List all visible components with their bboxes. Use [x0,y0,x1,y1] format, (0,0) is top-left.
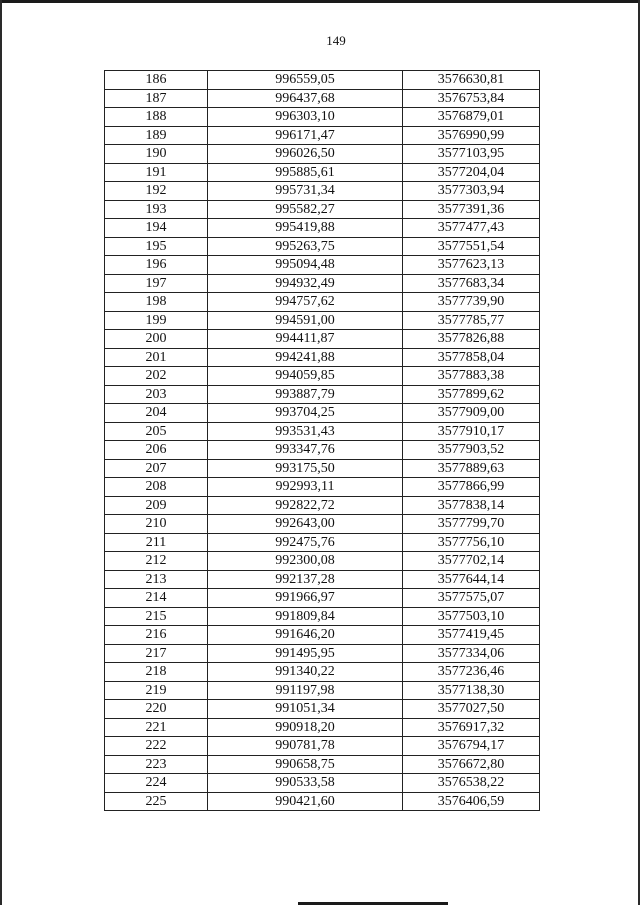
x-coordinate-cell: 993531,43 [208,422,403,441]
x-coordinate-cell: 995582,27 [208,200,403,219]
table-row [105,459,540,478]
table-row [105,737,540,756]
y-coordinate-cell: 3577551,54 [403,237,540,256]
point-number-cell: 221 [105,718,208,737]
table-row [105,496,540,515]
point-number-cell: 222 [105,737,208,756]
y-coordinate-cell: 3576406,59 [403,792,540,811]
x-coordinate-cell: 993175,50 [208,459,403,478]
y-coordinate-cell: 3577903,52 [403,441,540,460]
x-coordinate-cell: 995731,34 [208,182,403,201]
y-coordinate-cell: 3577644,14 [403,570,540,589]
y-coordinate-cell: 3577889,63 [403,459,540,478]
point-number-cell: 195 [105,237,208,256]
x-coordinate-cell: 996026,50 [208,145,403,164]
point-number-cell: 205 [105,422,208,441]
table-row [105,182,540,201]
x-coordinate-cell: 994059,85 [208,367,403,386]
table-row [105,348,540,367]
y-coordinate-cell: 3577883,38 [403,367,540,386]
y-coordinate-cell: 3577838,14 [403,496,540,515]
point-number-cell: 190 [105,145,208,164]
x-coordinate-cell: 990918,20 [208,718,403,737]
x-coordinate-cell: 992300,08 [208,552,403,571]
table-row [105,681,540,700]
point-number-cell: 187 [105,89,208,108]
point-number-cell: 188 [105,108,208,127]
y-coordinate-cell: 3577027,50 [403,700,540,719]
table-row [105,330,540,349]
y-coordinate-cell: 3577909,00 [403,404,540,423]
point-number-cell: 213 [105,570,208,589]
x-coordinate-cell: 993887,79 [208,385,403,404]
table-row [105,663,540,682]
table-row [105,293,540,312]
point-number-cell: 212 [105,552,208,571]
table-row [105,626,540,645]
point-number-cell: 215 [105,607,208,626]
y-coordinate-cell: 3576990,99 [403,126,540,145]
table-row [105,478,540,497]
y-coordinate-cell: 3576917,32 [403,718,540,737]
x-coordinate-cell: 992643,00 [208,515,403,534]
table-row [105,311,540,330]
x-coordinate-cell: 991646,20 [208,626,403,645]
table-row [105,163,540,182]
table-row [105,515,540,534]
x-coordinate-cell: 996437,68 [208,89,403,108]
x-coordinate-cell: 991340,22 [208,663,403,682]
point-number-cell: 204 [105,404,208,423]
table-row [105,700,540,719]
x-coordinate-cell: 995419,88 [208,219,403,238]
y-coordinate-cell: 3577204,04 [403,163,540,182]
table-row [105,533,540,552]
scan-edge-left [0,0,2,905]
point-number-cell: 193 [105,200,208,219]
y-coordinate-cell: 3577391,36 [403,200,540,219]
table-row [105,570,540,589]
table-row [105,145,540,164]
x-coordinate-cell: 996303,10 [208,108,403,127]
y-coordinate-cell: 3577702,14 [403,552,540,571]
table-row [105,404,540,423]
point-number-cell: 225 [105,792,208,811]
x-coordinate-cell: 995885,61 [208,163,403,182]
point-number-cell: 202 [105,367,208,386]
y-coordinate-cell: 3577503,10 [403,607,540,626]
y-coordinate-cell: 3577826,88 [403,330,540,349]
x-coordinate-cell: 990781,78 [208,737,403,756]
y-coordinate-cell: 3576630,81 [403,71,540,90]
table-row [105,89,540,108]
y-coordinate-cell: 3577103,95 [403,145,540,164]
point-number-cell: 224 [105,774,208,793]
x-coordinate-cell: 992137,28 [208,570,403,589]
point-number-cell: 199 [105,311,208,330]
table-row [105,367,540,386]
y-coordinate-cell: 3577866,99 [403,478,540,497]
point-number-cell: 209 [105,496,208,515]
point-number-cell: 189 [105,126,208,145]
y-coordinate-cell: 3576879,01 [403,108,540,127]
table-row [105,237,540,256]
x-coordinate-cell: 992822,72 [208,496,403,515]
point-number-cell: 217 [105,644,208,663]
y-coordinate-cell: 3577756,10 [403,533,540,552]
x-coordinate-cell: 991051,34 [208,700,403,719]
y-coordinate-cell: 3577303,94 [403,182,540,201]
y-coordinate-cell: 3577785,77 [403,311,540,330]
y-coordinate-cell: 3576753,84 [403,89,540,108]
table-row [105,385,540,404]
table-row [105,589,540,608]
table-row [105,126,540,145]
point-number-cell: 198 [105,293,208,312]
x-coordinate-cell: 991809,84 [208,607,403,626]
y-coordinate-cell: 3576538,22 [403,774,540,793]
table-row [105,644,540,663]
x-coordinate-cell: 990658,75 [208,755,403,774]
point-number-cell: 216 [105,626,208,645]
y-coordinate-cell: 3577910,17 [403,422,540,441]
table-row [105,755,540,774]
table-row [105,718,540,737]
x-coordinate-cell: 993347,76 [208,441,403,460]
x-coordinate-cell: 995263,75 [208,237,403,256]
x-coordinate-cell: 996559,05 [208,71,403,90]
table-row [105,774,540,793]
point-number-cell: 203 [105,385,208,404]
table-row [105,422,540,441]
y-coordinate-cell: 3576794,17 [403,737,540,756]
table-row [105,607,540,626]
point-number-cell: 210 [105,515,208,534]
x-coordinate-cell: 992993,11 [208,478,403,497]
table-row [105,219,540,238]
point-number-cell: 186 [105,71,208,90]
point-number-cell: 211 [105,533,208,552]
x-coordinate-cell: 996171,47 [208,126,403,145]
point-number-cell: 194 [105,219,208,238]
x-coordinate-cell: 992475,76 [208,533,403,552]
x-coordinate-cell: 991966,97 [208,589,403,608]
table-row [105,792,540,811]
point-number-cell: 207 [105,459,208,478]
x-coordinate-cell: 993704,25 [208,404,403,423]
point-number-cell: 218 [105,663,208,682]
y-coordinate-cell: 3577623,13 [403,256,540,275]
y-coordinate-cell: 3577575,07 [403,589,540,608]
x-coordinate-cell: 995094,48 [208,256,403,275]
point-number-cell: 192 [105,182,208,201]
point-number-cell: 214 [105,589,208,608]
x-coordinate-cell: 994932,49 [208,274,403,293]
x-coordinate-cell: 994591,00 [208,311,403,330]
table-row [105,274,540,293]
point-number-cell: 208 [105,478,208,497]
table-row [105,71,540,90]
point-number-cell: 223 [105,755,208,774]
y-coordinate-cell: 3577739,90 [403,293,540,312]
y-coordinate-cell: 3577799,70 [403,515,540,534]
x-coordinate-cell: 990533,58 [208,774,403,793]
y-coordinate-cell: 3576672,80 [403,755,540,774]
point-number-cell: 206 [105,441,208,460]
y-coordinate-cell: 3577419,45 [403,626,540,645]
y-coordinate-cell: 3577477,43 [403,219,540,238]
x-coordinate-cell: 991197,98 [208,681,403,700]
y-coordinate-cell: 3577138,30 [403,681,540,700]
y-coordinate-cell: 3577858,04 [403,348,540,367]
point-number-cell: 191 [105,163,208,182]
table-row [105,108,540,127]
x-coordinate-cell: 994757,62 [208,293,403,312]
x-coordinate-cell: 990421,60 [208,792,403,811]
x-coordinate-cell: 994411,87 [208,330,403,349]
table-row [105,552,540,571]
y-coordinate-cell: 3577683,34 [403,274,540,293]
point-number-cell: 201 [105,348,208,367]
table-row [105,200,540,219]
point-number-cell: 196 [105,256,208,275]
coordinates-table [104,70,540,811]
scan-edge-top [0,0,640,3]
x-coordinate-cell: 994241,88 [208,348,403,367]
y-coordinate-cell: 3577236,46 [403,663,540,682]
y-coordinate-cell: 3577899,62 [403,385,540,404]
page-number: 149 [326,33,346,48]
table-row [105,441,540,460]
y-coordinate-cell: 3577334,06 [403,644,540,663]
x-coordinate-cell: 991495,95 [208,644,403,663]
point-number-cell: 219 [105,681,208,700]
coordinates-table-body [105,71,540,811]
point-number-cell: 200 [105,330,208,349]
table-row [105,256,540,275]
point-number-cell: 197 [105,274,208,293]
point-number-cell: 220 [105,700,208,719]
